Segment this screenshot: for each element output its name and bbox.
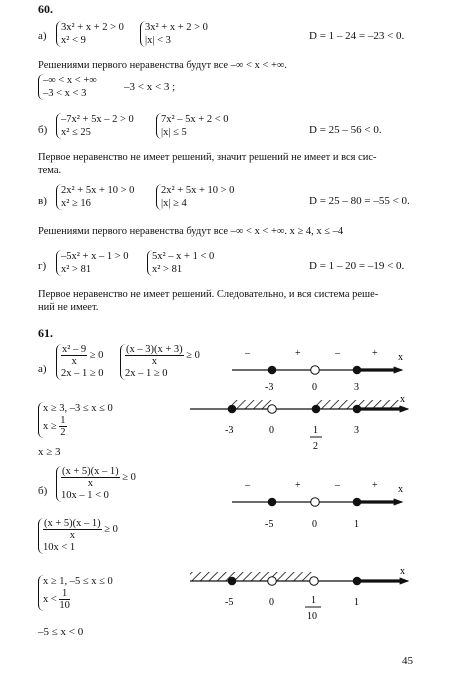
system-60b-1: –7x² + 5x – 2 > 0 x² ≤ 25 [56, 113, 134, 139]
tick-label: -3 [225, 425, 234, 436]
tick-label: 0 [312, 382, 317, 393]
sign-2: + [295, 480, 301, 491]
number-line-3 [232, 480, 403, 530]
problem-61-number: 61. [38, 326, 53, 340]
result-61a: x ≥ 3 [38, 446, 61, 458]
sign-1: – [245, 480, 250, 491]
text-60g-cont: ний не имеет. [38, 302, 99, 313]
tick-label: 3 [354, 425, 359, 436]
item-61a-label: а) [38, 363, 47, 375]
problem-60-number: 60. [38, 2, 53, 16]
tick-label: -5 [225, 597, 234, 608]
sign-4: + [372, 480, 378, 491]
sign-2: + [295, 348, 301, 359]
text-60v: Решениями первого неравенства будут все –∞ < x < +∞. x ≥ 4, x ≤ –4 [38, 226, 344, 237]
axis-var-2: x [400, 394, 405, 405]
tick-label: 0 [269, 597, 274, 608]
tick-label: 1 [313, 425, 318, 436]
result-61b: –5 ≤ x < 0 [38, 626, 84, 638]
system-61b-2: $\frac{(x + 5)(x - 1)}{x}$ ≥ 0 10x < 1 [38, 518, 118, 554]
system-60b-2: 7x² – 5x + 2 < 0 |x| ≤ 5 [156, 113, 229, 139]
system-61b-1: $\frac{(x + 5)(x - 1)}{x}$ ≥ 0 10x – 1 < 0 [56, 466, 136, 502]
discriminant-60a: D = 1 – 24 = –23 < 0. [309, 30, 405, 42]
point-filled [353, 405, 362, 414]
system-60v-2: 2x² + 5x + 10 > 0 |x| ≥ 4 [156, 184, 234, 210]
point-open [310, 577, 319, 586]
point-open [268, 405, 277, 414]
tick-label: 1 [311, 595, 316, 606]
system-61b-3: x ≥ 1, –5 ≤ x ≤ 0 x < $\frac{1}{10}$ [38, 575, 113, 611]
point-filled [353, 577, 362, 586]
system-61a-3: x ≥ 3, –3 ≤ x ≤ 0 x ≥ $\frac{1}{2}$ [38, 402, 113, 438]
system-60g-1: –5x² + x – 1 > 0 x² > 81 [56, 250, 129, 276]
tick-label: 3 [354, 382, 359, 393]
sign-3: – [335, 348, 340, 359]
point-filled [312, 405, 321, 414]
sign-1: – [245, 348, 250, 359]
point-filled [353, 366, 362, 375]
system-60a-1: 3x² + x + 2 > 0 x² < 9 [56, 21, 124, 47]
tick-label: 10 [307, 611, 317, 622]
system-61a-2: $\frac{(x - 3)(x + 3)}{x}$ ≥ 0 2x – 1 ≥ 0 [120, 344, 200, 380]
text-60a: Решениями первого неравенства будут все –∞ < x < +∞. [38, 60, 288, 71]
discriminant-60b: D = 25 – 56 < 0. [309, 124, 382, 136]
system-60a-2: 3x² + x + 2 > 0 |x| < 3 [140, 21, 208, 47]
tick-label: 1 [354, 519, 359, 530]
item-61b-label: б) [38, 485, 48, 497]
point-open [311, 366, 320, 375]
tick-label: 2 [313, 441, 318, 452]
system-61a-1: $\frac{\text{x² – 9}}{x}$ ≥ 0 2x – 1 ≥ 0 [56, 344, 104, 380]
system-60a-3: –∞ < x < +∞ –3 < x < 3 [38, 74, 97, 100]
page-number: 45 [402, 655, 413, 667]
number-line-1 [232, 348, 403, 393]
discriminant-60g: D = 1 – 20 = –19 < 0. [309, 260, 405, 272]
text-60b-cont: тема. [38, 165, 62, 176]
number-line-4 [190, 566, 408, 622]
axis-var-3: x [398, 484, 403, 495]
item-g-label: г) [38, 260, 47, 272]
point-open [311, 498, 320, 507]
text-60g: Первое неравенство не имеет решений. Следовательно, и вся система реше- [38, 289, 379, 300]
point-open [268, 577, 277, 586]
sign-3: – [335, 480, 340, 491]
result-60a: –3 < x < 3 ; [124, 81, 176, 93]
number-line-2 [190, 394, 408, 452]
tick-label: 1 [354, 597, 359, 608]
point-filled [228, 405, 237, 414]
axis-var-1: x [398, 352, 403, 363]
discriminant-60v: D = 25 – 80 = –55 < 0. [309, 195, 410, 207]
tick-label: -3 [265, 382, 274, 393]
point-filled [268, 366, 277, 375]
tick-label: -5 [265, 519, 274, 530]
point-filled [268, 498, 277, 507]
sign-4: + [372, 348, 378, 359]
axis-var-4: x [400, 566, 405, 577]
system-60g-2: 5x² – x + 1 < 0 x² > 81 [147, 250, 214, 276]
item-v-label: в) [38, 195, 47, 207]
text-60b: Первое неравенство не имеет решений, значит решений не имеет и вся сис- [38, 152, 377, 163]
point-filled [228, 577, 237, 586]
tick-label: 0 [312, 519, 317, 530]
item-b-label: б) [38, 124, 48, 136]
tick-label: 0 [269, 425, 274, 436]
item-a-label: а) [38, 30, 47, 42]
system-60v-1: 2x² + 5x + 10 > 0 x² ≥ 16 [56, 184, 134, 210]
point-filled [353, 498, 362, 507]
